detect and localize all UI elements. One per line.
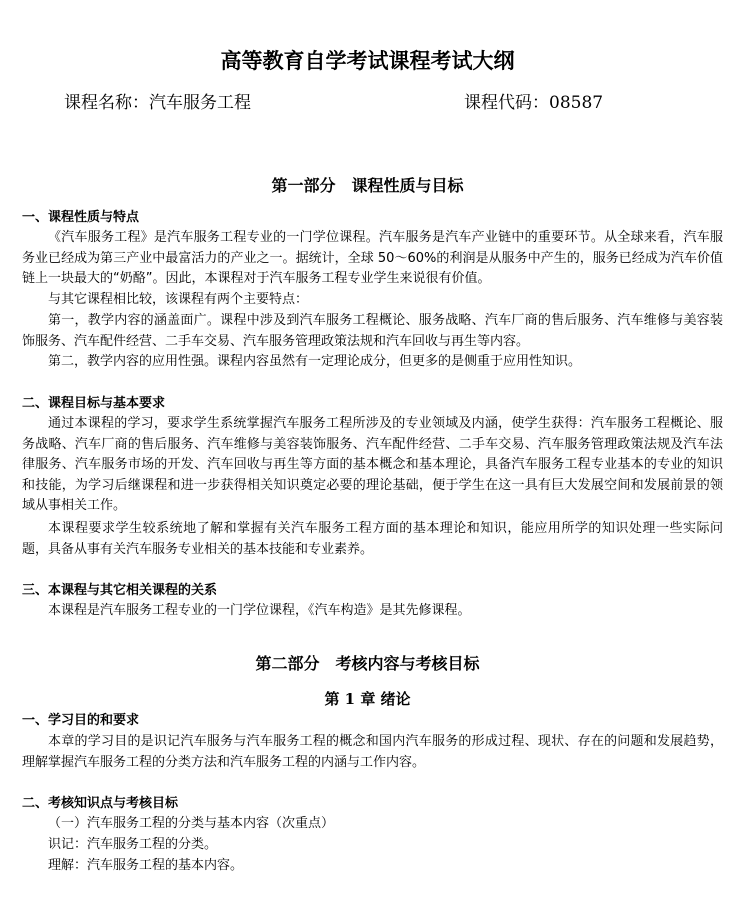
paragraph-objectives-requirements: 本课程要求学生较系统地了解和掌握有关汽车服务工程方面的基本理论和知识，能应用所学的知识处理一些实际问题，具备从事有关汽车服务专业相关的基本技能和专业素养。 (22, 521, 723, 557)
course-code: 课程代码：08587 (464, 93, 604, 113)
paragraph-nature-intro: 《汽车服务工程》是汽车服务工程专业的一门学位课程。汽车服务是汽车产业链中的重要环节。从全球来看，汽车服务业已经成为第三产业中最富活力的产业之一。据统计，全球 50～60%的利润是从服务中产生的，服务已经成为汽车价值链上一块最大的“奶酪”。因此，本课程对于汽车服务工程专业学生来说很有价值。 (22, 230, 723, 286)
assessment-item-understand: 理解：汽车服务工程的基本内容。 (48, 858, 244, 873)
part-one-title: 第一部分 课程性质与目标 (271, 176, 464, 195)
paragraph-feature-one: 第一，教学内容的涵盖面广。课程中涉及到汽车服务工程概论、服务战略、汽车厂商的售后服务、汽车维修与美容装饰服务、汽车配件经营、二手车交易、汽车服务管理政策法规和汽车回收与再生等内容。 (22, 313, 723, 349)
paragraph-study-goals: 本章的学习目的是识记汽车服务与汽车服务工程的概念和国内汽车服务的形成过程、现状、存在的问题和发展趋势，理解掌握汽车服务工程的分类方法和汽车服务工程的内涵与工作内容。 (22, 734, 723, 770)
chapter-one-title: 第 1 章 绪论 (324, 690, 411, 708)
course-name: 课程名称：汽车服务工程 (64, 93, 251, 113)
part-two-title: 第二部分 考核内容与考核目标 (255, 654, 480, 673)
assessment-item-category: （一）汽车服务工程的分类与基本内容（次重点） (48, 816, 335, 831)
section-heading-relations: 三、本课程与其它相关课程的关系 (22, 583, 218, 598)
assessment-item-recall: 识记：汽车服务工程的分类。 (48, 837, 218, 852)
paragraph-objectives-main: 通过本课程的学习，要求学生系统掌握汽车服务工程所涉及的专业领域及内涵，使学生获得：汽车服务工程概论、服务战略、汽车厂商的售后服务、汽车维修与美容装饰服务、汽车配件经营、二手车交易、汽车服务管理政策法规及汽车法律服务、汽车服务市场的开发、汽车回收与再生等方面的基本概念和基本理论，具备汽车服务工程专业基本的专业的知识和技能，为学习后继课程和进一步获得相关知识奠定必要的理论基础，便于学生在这一具有巨大发展空间和发展前景的领域从事相关工作。 (22, 416, 723, 513)
section-heading-nature: 一、课程性质与特点 (22, 210, 140, 225)
section-heading-objectives: 二、课程目标与基本要求 (22, 396, 166, 411)
section-heading-study-goals: 一、学习目的和要求 (22, 713, 140, 728)
document-title: 高等教育自学考试课程考试大纲 (220, 49, 515, 73)
section-heading-assessment: 二、考核知识点与考核目标 (22, 796, 179, 811)
paragraph-relations: 本课程是汽车服务工程专业的一门学位课程，《汽车构造》是其先修课程。 (48, 603, 471, 618)
paragraph-features-intro: 与其它课程相比较，该课程有两个主要特点： (48, 292, 309, 307)
paragraph-feature-two: 第二，教学内容的应用性强。课程内容虽然有一定理论成分，但更多的是侧重于应用性知识。 (48, 354, 582, 369)
